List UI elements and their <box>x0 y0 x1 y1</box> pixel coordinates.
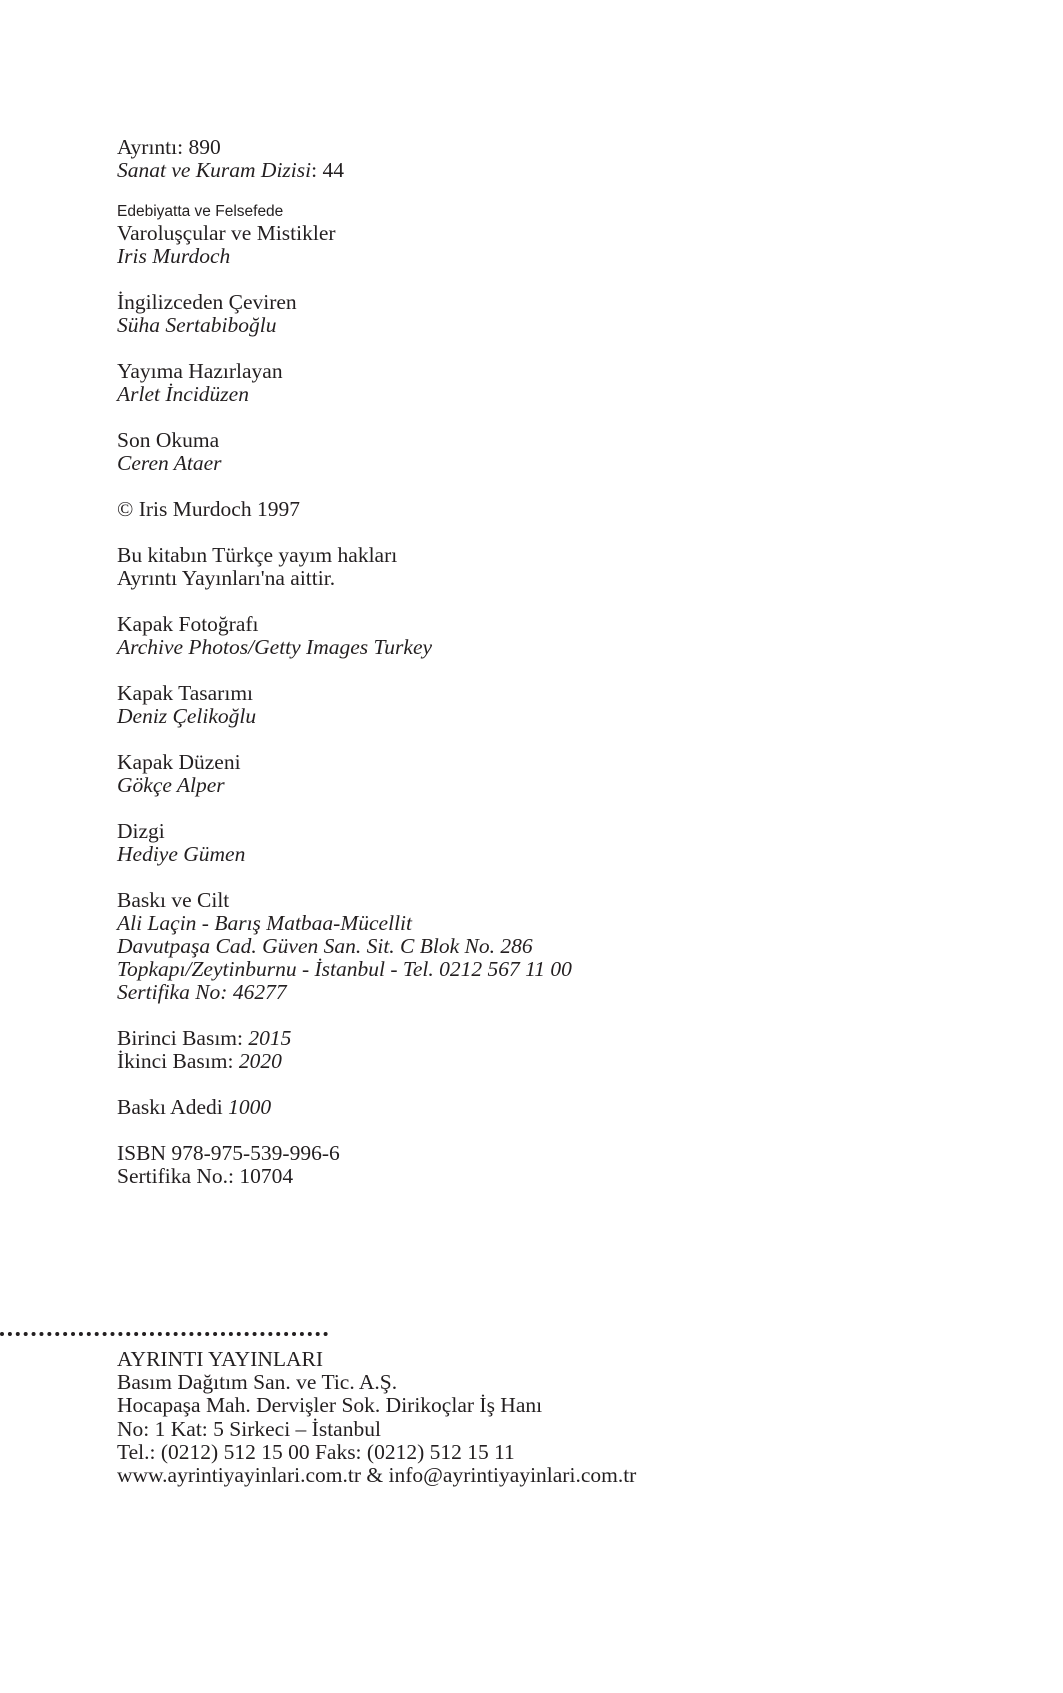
credit-proofreader <box>117 429 997 475</box>
credit-name: Süha Sertabiboğlu <box>117 313 277 337</box>
print-run-info <box>117 1096 997 1119</box>
certificate-line: Sertifika No.: 10704 <box>117 1164 294 1188</box>
book-subtitle: Edebiyatta ve Felsefede <box>117 203 284 220</box>
credit-role: İngilizceden Çeviren <box>117 290 297 314</box>
sub-series-number: : 44 <box>311 158 344 182</box>
second-edition <box>117 1050 997 1073</box>
credit-name: Archive Photos/Getty Images Turkey <box>117 635 433 659</box>
sub-series <box>117 159 997 182</box>
printing-role: Baskı ve Cilt <box>117 888 230 912</box>
book-info <box>117 202 997 268</box>
isbn-info <box>117 1142 997 1188</box>
first-edition-label: Birinci Basım: <box>117 1026 249 1050</box>
series-number: Ayrıntı: 890 <box>117 135 221 159</box>
credit-role: Son Okuma <box>117 428 220 452</box>
publisher-web: www.ayrintiyayinlari.com.tr & info@ayrintiyayinlari.com.tr <box>117 1463 637 1488</box>
printing-line: Ali Laçin - Barış Matbaa-Mücellit <box>117 911 412 935</box>
sub-series-label: Sanat ve Kuram Dizisi <box>117 158 312 182</box>
printing-line: Sertifika No: 46277 <box>117 980 287 1004</box>
first-edition-year: 2015 <box>248 1026 292 1050</box>
publisher-address-1: Hocapaşa Mah. Dervişler Sok. Dirikoçlar İş Hanı <box>117 1393 543 1418</box>
credit-name: Ceren Ataer <box>117 451 222 475</box>
credit-editor <box>117 360 997 406</box>
copyright-notice <box>117 498 997 521</box>
printing-line: Topkapı/Zeytinburnu - İstanbul - Tel. 0212 567 11 00 <box>117 957 572 981</box>
credit-translator <box>117 291 997 337</box>
credit-cover-design <box>117 682 997 728</box>
printing-line: Davutpaşa Cad. Güven San. Sit. C Blok No. 286 <box>117 934 533 958</box>
credit-cover-layout <box>117 751 997 797</box>
credit-role: Kapak Fotoğrafı <box>117 612 259 636</box>
publisher-phone: Tel.: (0212) 512 15 00 Faks: (0212) 512 15 11 <box>117 1439 515 1464</box>
print-run-value: 1000 <box>228 1095 272 1119</box>
rights-line-1: Bu kitabın Türkçe yayım hakları <box>117 543 398 567</box>
credit-role: Dizgi <box>117 819 165 843</box>
credit-typesetting <box>117 820 997 866</box>
second-edition-label: İkinci Basım: <box>117 1049 239 1073</box>
rights-notice <box>117 544 997 590</box>
print-run-label: Baskı Adedi <box>117 1095 229 1119</box>
book-author: Iris Murdoch <box>117 244 231 268</box>
dotted-divider <box>0 1332 328 1336</box>
credit-name: Hediye Gümen <box>117 842 246 866</box>
publisher-company: Basım Dağıtım San. ve Tic. A.Ş. <box>117 1370 398 1395</box>
publisher-info <box>117 1348 997 1487</box>
credit-name: Arlet İncidüzen <box>117 382 249 406</box>
credit-role: Yayıma Hazırlayan <box>117 359 283 383</box>
isbn-line: ISBN 978-975-539-996-6 <box>117 1141 340 1165</box>
second-edition-year: 2020 <box>238 1049 282 1073</box>
credit-name: Deniz Çelikoğlu <box>117 704 257 728</box>
credit-cover-photo <box>117 613 997 659</box>
credit-name: Gökçe Alper <box>117 773 225 797</box>
rights-line-2: Ayrıntı Yayınları'na aittir. <box>117 566 336 590</box>
edition-info <box>117 1027 997 1073</box>
copyright-line: © Iris Murdoch 1997 <box>117 497 300 521</box>
publisher-name: AYRINTI YAYINLARI <box>117 1347 324 1371</box>
book-title: Varoluşçular ve Mistikler <box>117 221 336 245</box>
series-info <box>117 136 997 182</box>
publisher-address-2: No: 1 Kat: 5 Sirkeci – İstanbul <box>117 1416 381 1441</box>
printing-info <box>117 889 997 1004</box>
credit-role: Kapak Düzeni <box>117 750 241 774</box>
imprint-block <box>117 136 997 1211</box>
print-run <box>117 1096 997 1119</box>
credit-role: Kapak Tasarımı <box>117 681 254 705</box>
first-edition <box>117 1027 997 1050</box>
